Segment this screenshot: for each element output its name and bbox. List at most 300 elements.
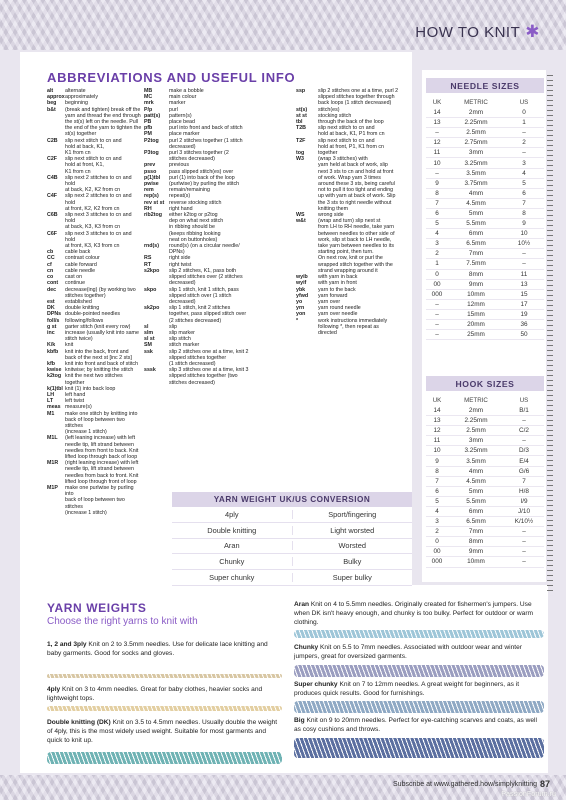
abbreviation-meaning: place marker <box>169 131 200 138</box>
abbreviation-meaning: make a bobble <box>169 88 204 94</box>
us-size: K/10½ <box>514 518 534 526</box>
uk-size: 9 <box>435 457 439 465</box>
abbreviation-key: LH <box>47 391 55 398</box>
abbreviation-meaning: directed <box>318 329 337 336</box>
abbreviation-meaning: stitches together) <box>65 292 106 299</box>
us-size: – <box>522 149 526 157</box>
yarn-swatch-image <box>294 665 544 677</box>
abbreviation-meaning: needle tip, lift strand between <box>65 466 134 473</box>
abbreviation-meaning: purl into front and back of stitch <box>169 125 243 132</box>
table-row <box>426 406 544 416</box>
page-number: 87 <box>539 779 550 789</box>
abbreviation-meaning: stitches decreased) <box>169 156 215 163</box>
table-row <box>426 436 544 446</box>
abbreviation-meaning: slip next stitch to cn and <box>318 137 375 144</box>
abbreviation-meaning: slip 2 stitches one at a time, purl 2 <box>318 88 399 94</box>
metric-size: 2.75mm <box>464 139 488 147</box>
abbreviation-key: C4B <box>47 174 58 181</box>
abbreviation-key: sl <box>144 323 149 330</box>
header-metric: METRIC <box>464 98 488 106</box>
yarn-weight-text: Knit on 4 to 5.5mm needles. Originally created for fishermen's jumpers. Use when DK isn't heavy enough, and chunky is too bulky. Perfect for outdoor or warm clothing. <box>294 601 534 626</box>
abbreviation-meaning: decreased) <box>169 280 196 287</box>
star-icon: ✱ <box>525 22 540 41</box>
abbreviation-key: C6B <box>47 212 58 219</box>
metric-size: 6mm <box>468 507 484 515</box>
yarn-weight-name: Double knitting (DK) <box>47 719 111 726</box>
table-row <box>426 537 544 547</box>
abbreviation-meaning: following *, then repeat as <box>318 323 379 330</box>
abbreviation-key: yo <box>296 298 303 305</box>
yarn-weights-heading: YARN WEIGHTS <box>47 601 147 615</box>
yarn-weight-description <box>294 643 544 661</box>
abbreviation-meaning: the st(s) left on the needle. Pull <box>65 119 139 126</box>
abbreviation-meaning: remain/remaining <box>169 187 210 194</box>
abbreviation-meaning: knit into front and back of stitch <box>65 360 139 367</box>
abbreviation-meaning: (left leaning increase) with left <box>65 435 136 442</box>
yarn-conversion-table <box>172 492 412 586</box>
abbreviation-meaning: wrong side <box>318 212 344 219</box>
abbreviation-meaning: slip 3 stitches one at a time, knit 3 <box>169 367 249 374</box>
abbreviation-row <box>47 510 142 516</box>
metric-size: 4.5mm <box>466 199 486 207</box>
abbreviation-meaning: neat on buttonholes) <box>169 236 218 243</box>
uk-size: 3 <box>435 240 439 248</box>
uk-size: – <box>435 169 439 177</box>
abbreviation-meaning: round(s) (on a circular needle/ <box>169 243 240 250</box>
abbreviation-key: slm <box>144 329 154 336</box>
uk-size: 0 <box>435 538 439 546</box>
abbreviation-key: patt(s) <box>144 112 161 119</box>
abbreviation-key: beg <box>47 100 57 107</box>
abbreviation-key: wyib <box>296 274 308 281</box>
yarn-weight-description <box>294 680 544 698</box>
us-size: B/1 <box>519 407 529 415</box>
abbreviation-meaning: through the back of the loop <box>318 119 384 126</box>
abbreviation-meaning: back of loop between two stitches <box>65 497 125 510</box>
metric-size: 4.5mm <box>466 477 486 485</box>
abbreviation-meaning: cast on <box>65 274 83 281</box>
metric-size: 2.25mm <box>464 119 488 127</box>
abbreviation-meaning: slipped stitch over (1 stitch <box>169 292 232 299</box>
metric-size: 3.75mm <box>464 179 488 187</box>
yarn-weight-text: Knit on 7 to 12mm needles. A great weight for beginners, as it produces quick results. Good for furnishings. <box>294 681 520 697</box>
uk-weight: Aran <box>172 541 293 550</box>
us-size: – <box>522 538 526 546</box>
abbreviation-meaning: double knitting <box>65 305 100 312</box>
abbreviation-row <box>144 380 290 386</box>
abbreviation-meaning: make one stitch by knitting into <box>65 410 138 417</box>
abbreviation-key: rep(s) <box>144 193 159 200</box>
uk-size: 6 <box>435 209 439 217</box>
abbreviation-meaning: of work. Wrap yarn 3 times <box>318 174 381 181</box>
uk-size: 4 <box>435 230 439 238</box>
abbreviation-meaning: around these 3 sts, being careful <box>318 181 395 188</box>
abbreviation-meaning: main colour <box>169 94 197 101</box>
yarn-weight-text: Knit on 3.5 to 4.5mm needles. Usually double the weight of 4ply, this is the most widely used weight. Suitable for most garments and quick to knit up. <box>47 719 278 744</box>
abbreviation-meaning: double-pointed needles <box>65 311 121 318</box>
abbreviation-meaning: (purlwise) by purling the stitch <box>169 181 240 188</box>
abbreviation-meaning: up with yarn at back of work. Slip <box>318 193 396 200</box>
abbreviation-meaning: work instructions immediately <box>318 317 388 324</box>
abbreviations-title: ABBREVIATIONS AND USEFUL INFO <box>47 70 296 85</box>
abbreviation-meaning: hold at front, K1, <box>65 162 104 169</box>
abbreviation-meaning: purl <box>169 106 178 113</box>
uk-size: 11 <box>433 149 441 157</box>
us-size: 0 <box>522 109 526 117</box>
abbreviation-meaning: yarn and thread the end through <box>65 112 141 119</box>
table-row <box>426 310 544 320</box>
abbreviations-column-2 <box>144 88 290 386</box>
abbreviation-meaning: right side <box>169 255 191 262</box>
abbreviation-meaning: yarn over <box>318 298 341 305</box>
abbreviation-key: rib2tog <box>144 212 162 219</box>
abbreviation-key: P/p <box>144 106 153 113</box>
abbreviation-meaning: (2 stitches decreased) <box>169 317 222 324</box>
abbreviation-key: g st <box>47 323 57 330</box>
uk-size: 13 <box>433 417 441 425</box>
uk-size: – <box>435 310 439 318</box>
table-row <box>426 108 544 118</box>
abbreviation-meaning: st(s) together <box>65 131 97 138</box>
abbreviation-meaning: On next row, knit or purl the <box>318 255 383 262</box>
us-size: – <box>522 528 526 536</box>
abbreviation-meaning: in ribbing should be <box>169 224 215 231</box>
yarn-weight-name: 1, 2 and 3ply <box>47 641 87 648</box>
metric-size: 2.25mm <box>464 417 488 425</box>
abbreviation-key: b&t <box>47 106 56 113</box>
abbreviation-meaning: purl 2 stitches together (1 stitch <box>169 137 243 144</box>
abbreviation-meaning: (increase 1 stitch) <box>65 429 107 436</box>
us-size: 19 <box>520 310 528 318</box>
abbreviation-key: PB <box>144 119 152 126</box>
abbreviation-key: ybk <box>296 286 306 293</box>
table-row <box>426 138 544 148</box>
table-row <box>426 280 544 290</box>
abbreviation-key: prev <box>144 162 156 169</box>
uk-weight: Chunky <box>172 557 293 566</box>
us-size: – <box>522 548 526 556</box>
abbreviation-meaning: slip 1 stitch, knit 1 stitch, pass <box>169 286 239 293</box>
us-size: 17 <box>520 300 528 308</box>
abbreviation-key: k2tog <box>47 373 62 380</box>
abbreviation-key: W3 <box>296 156 304 163</box>
abbreviation-meaning: slipped stitches over (2 stitches <box>169 274 243 281</box>
abbreviation-key: st st <box>296 112 307 119</box>
abbreviation-meaning: slip stitch <box>169 336 191 343</box>
yarn-weight-description <box>47 640 282 658</box>
needle-sizes-header <box>426 96 544 108</box>
abbreviation-key: ssp <box>296 88 306 94</box>
uk-size: 5 <box>435 497 439 505</box>
us-size: – <box>522 437 526 445</box>
metric-size: 20mm <box>467 321 485 329</box>
yarn-swatch-image <box>47 752 282 764</box>
table-row <box>426 446 544 456</box>
metric-size: 2.5mm <box>466 129 486 137</box>
us-size: I/9 <box>520 497 528 505</box>
abbreviation-meaning: garter stitch (knit every row) <box>65 323 131 330</box>
abbreviation-meaning: lifted loop through front of loop <box>65 478 137 485</box>
us-weight: Super bulky <box>332 573 372 583</box>
table-row <box>426 330 544 340</box>
abbreviation-meaning: together <box>65 379 85 386</box>
abbreviation-meaning: decreased) <box>169 298 196 305</box>
hook-sizes-header <box>426 394 544 406</box>
abbreviation-key: cn <box>47 267 54 274</box>
us-size: 8 <box>522 209 526 217</box>
abbreviation-meaning: slip next stitch to cn and <box>65 137 122 144</box>
abbreviation-meaning: pass slipped stitch(es) over <box>169 168 234 175</box>
abbreviation-key: rem <box>144 187 154 194</box>
table-row <box>426 456 544 466</box>
metric-size: 6mm <box>468 230 484 238</box>
table-row <box>426 497 544 507</box>
metric-size: 3mm <box>468 437 484 445</box>
abbreviation-meaning: hold at back, K1, <box>65 143 105 150</box>
table-row <box>426 219 544 229</box>
table-row <box>426 169 544 179</box>
metric-size: 7.5mm <box>466 260 486 268</box>
table-row <box>426 158 544 168</box>
abbreviation-key: RS <box>144 255 152 262</box>
uk-size: 000 <box>431 290 443 298</box>
abbreviation-key: inc <box>47 329 55 336</box>
abbreviation-row <box>47 417 142 429</box>
us-size: – <box>522 417 526 425</box>
abbreviation-meaning: together, pass slipped stitch over <box>169 311 247 318</box>
subscribe-text: Subscribe at www.gathered.how/simplyknitting <box>393 780 537 788</box>
abbreviation-meaning: stitch(es) <box>318 106 340 113</box>
table-row <box>426 270 544 280</box>
header-uk: UK <box>432 98 442 106</box>
abbreviation-meaning: beginning <box>65 100 88 107</box>
metric-size: 3mm <box>468 149 484 157</box>
abbreviation-meaning: hold at back, K1, P1 from cn <box>318 131 385 138</box>
abbreviation-meaning: purl (1) into back of the loop <box>169 174 235 181</box>
abbreviation-meaning: right twist <box>169 261 192 268</box>
uk-size: 5 <box>435 220 439 228</box>
abbreviation-meaning: knitwise; by knitting the stitch <box>65 367 134 374</box>
abbreviation-key: dec <box>47 286 57 293</box>
abbreviation-meaning: slip next 2 stitches to cn and hold <box>65 174 132 188</box>
abbreviation-meaning: starting point, then turn. <box>318 249 374 256</box>
uk-size: 8 <box>435 189 439 197</box>
metric-size: 5.5mm <box>466 220 486 228</box>
uk-size: 7 <box>435 199 439 207</box>
abbreviation-meaning: yarn forward <box>318 292 348 299</box>
abbreviation-meaning: needle tip, lift strand between <box>65 441 134 448</box>
metric-size: 5mm <box>468 487 484 495</box>
abbreviation-key: CC <box>47 255 55 262</box>
abbreviation-meaning: (wrap 3 stitches) with <box>318 156 368 163</box>
yarn-weights-subheading: Choose the right yarns to knit with <box>47 616 198 627</box>
table-row <box>426 507 544 517</box>
uk-size: 00 <box>433 280 441 288</box>
us-size: – <box>522 250 526 258</box>
abbreviation-meaning: previous <box>169 162 190 169</box>
abbreviation-row <box>47 212 142 224</box>
abbreviation-key <box>144 380 169 386</box>
metric-size: 3.5mm <box>466 169 486 177</box>
table-row <box>426 259 544 269</box>
uk-weight: Double knitting <box>172 526 293 535</box>
yarn-swatch-image <box>294 630 544 638</box>
abbreviation-key: yon <box>296 311 306 318</box>
abbreviation-meaning: decrease(ing) (by working two <box>65 286 136 293</box>
abbreviation-meaning: back of the next st [inc 2 sts] <box>65 354 132 361</box>
us-size: 36 <box>520 321 528 329</box>
yarn-weight-name: 4ply <box>47 686 61 693</box>
us-size: 10 <box>520 230 528 238</box>
uk-size: 3 <box>435 518 439 526</box>
abbreviation-meaning: (increase 1 stitch) <box>65 509 107 516</box>
yarn-swatch-image <box>294 701 544 713</box>
us-size: G/6 <box>518 467 530 475</box>
uk-size: 4 <box>435 507 439 515</box>
metric-size: 4mm <box>468 189 484 197</box>
yarn-weight-name: Big <box>294 717 305 724</box>
uk-size: 14 <box>433 109 441 117</box>
yarn-weight-name: Aran <box>294 601 310 608</box>
conversion-row <box>172 523 412 539</box>
abbreviation-key <box>47 497 65 509</box>
table-row <box>426 148 544 158</box>
abbreviation-meaning: slipped stitches together <box>169 354 227 361</box>
abbreviation-key: T2F <box>296 137 306 144</box>
abbreviation-meaning: knit <box>65 342 74 349</box>
abbreviation-meaning: contrast colour <box>65 255 100 262</box>
abbreviation-key: rev st st <box>144 199 165 206</box>
us-size: J/10 <box>517 507 531 515</box>
uk-size: 8 <box>435 467 439 475</box>
header-uk: UK <box>432 396 442 404</box>
metric-size: 8mm <box>468 538 484 546</box>
table-row <box>426 426 544 436</box>
uk-weight: Super chunky <box>172 573 293 582</box>
abbreviations-column-1 <box>47 88 142 516</box>
header-metric: METRIC <box>464 396 488 404</box>
abbreviation-meaning: from LH to RH needle, take yarn <box>318 224 394 231</box>
abbreviation-meaning: DPNs) <box>169 249 185 256</box>
abbreviation-key: tog <box>296 150 305 157</box>
abbreviation-meaning: together <box>318 150 338 157</box>
abbreviation-meaning: yarn held at back of work, slip <box>318 162 388 169</box>
abbreviation-row <box>47 497 142 509</box>
yarn-swatch-image <box>47 674 282 678</box>
yarn-swatch-image <box>294 738 544 758</box>
abbreviation-meaning: slip next 2 stitches to cn and hold <box>65 193 132 206</box>
abbreviation-key: M1 <box>47 410 55 417</box>
abbreviation-meaning: slip next 3 stitches to cn and hold <box>65 230 132 243</box>
yarn-weight-name: Super chunky <box>294 681 338 688</box>
metric-size: 2mm <box>468 109 484 117</box>
us-size: 10½ <box>517 240 531 248</box>
abbreviation-meaning: K1 from cn <box>65 150 91 157</box>
table-row <box>426 209 544 219</box>
us-size: 1 <box>522 119 526 127</box>
abbreviation-row <box>47 231 142 243</box>
abbreviation-key: tbl <box>296 119 303 126</box>
abbreviation-key <box>47 417 65 429</box>
abbreviation-key: cb <box>47 249 54 256</box>
yarn-weight-description <box>294 600 544 627</box>
table-row <box>426 179 544 189</box>
metric-size: 7mm <box>468 250 484 258</box>
abbreviation-meaning: continue <box>65 280 86 287</box>
abbreviation-meaning: lifted loop through back of loop <box>65 453 138 460</box>
conversion-row <box>172 554 412 570</box>
abbreviation-key: co <box>47 274 54 281</box>
abbreviation-meaning: work, slip st back to LH needle, <box>318 236 392 243</box>
abbreviation-meaning: slip 2 stitches, K1, pass both <box>169 267 237 274</box>
abbreviation-key: alt <box>47 88 54 94</box>
abbreviation-key: ssk <box>144 348 153 355</box>
abbreviation-meaning: knit into the back, front and <box>65 348 129 355</box>
abbreviation-meaning: cable back <box>65 249 91 256</box>
abbreviation-meaning: strand wrapping around it <box>318 267 378 274</box>
metric-size: 25mm <box>467 331 485 339</box>
us-size: 7 <box>522 477 526 485</box>
abbreviation-key: DK <box>47 305 55 312</box>
metric-size: 15mm <box>467 310 485 318</box>
abbreviation-meaning: slip next stitch to cn and <box>65 156 122 163</box>
table-row <box>426 487 544 497</box>
us-size: 15 <box>520 290 528 298</box>
abbreviation-meaning: stocking stitch <box>318 112 352 119</box>
abbreviation-meaning: alternate <box>65 88 86 94</box>
uk-size: 2 <box>435 250 439 258</box>
abbreviation-meaning: at front, K2, K2 from cn <box>65 205 120 212</box>
uk-size: – <box>435 300 439 308</box>
abbreviation-meaning: yarn over needle <box>318 311 358 318</box>
table-row <box>426 557 544 567</box>
abbreviation-key: sssk <box>144 367 156 374</box>
yarn-weight-text: Knit on 3 to 4mm needles. Great for baby clothes, heavier socks and lightweight tops. <box>47 686 263 702</box>
abbreviation-key: meas <box>47 404 61 411</box>
abbreviation-key: LT <box>47 398 54 405</box>
table-row <box>426 467 544 477</box>
yarn-conversion-title: YARN WEIGHT UK/US CONVERSION <box>172 492 412 507</box>
us-size: 5 <box>522 179 526 187</box>
table-row <box>426 300 544 310</box>
us-weight: Worsted <box>338 541 366 551</box>
abbreviation-key: M1P <box>47 485 58 491</box>
abbreviation-meaning: with yarn in back <box>318 274 358 281</box>
abbreviation-row <box>47 485 142 497</box>
uk-size: 7 <box>435 477 439 485</box>
metric-size: 9mm <box>468 548 484 556</box>
uk-size: – <box>435 331 439 339</box>
uk-size: 9 <box>435 179 439 187</box>
abbreviation-meaning: at back, K2, K2 from cn <box>65 187 121 194</box>
abbreviation-meaning: (break and tighten) break off the <box>65 106 141 113</box>
metric-size: 6.5mm <box>466 518 486 526</box>
abbreviation-row <box>296 330 409 336</box>
abbreviation-meaning: K1 from cn <box>65 168 91 175</box>
table-row <box>426 229 544 239</box>
abbreviation-key: PM <box>144 131 152 138</box>
table-row <box>426 239 544 249</box>
us-size: 50 <box>520 331 528 339</box>
uk-size: 12 <box>433 139 441 147</box>
abbreviation-key: pfb <box>144 125 153 132</box>
metric-size: 6.5mm <box>466 240 486 248</box>
watermark: PassionForum.ru <box>501 789 556 798</box>
conversion-row <box>172 507 412 523</box>
us-size: 4 <box>522 169 526 177</box>
abbreviation-key: C4F <box>47 193 58 200</box>
ruler-decoration <box>547 75 566 595</box>
